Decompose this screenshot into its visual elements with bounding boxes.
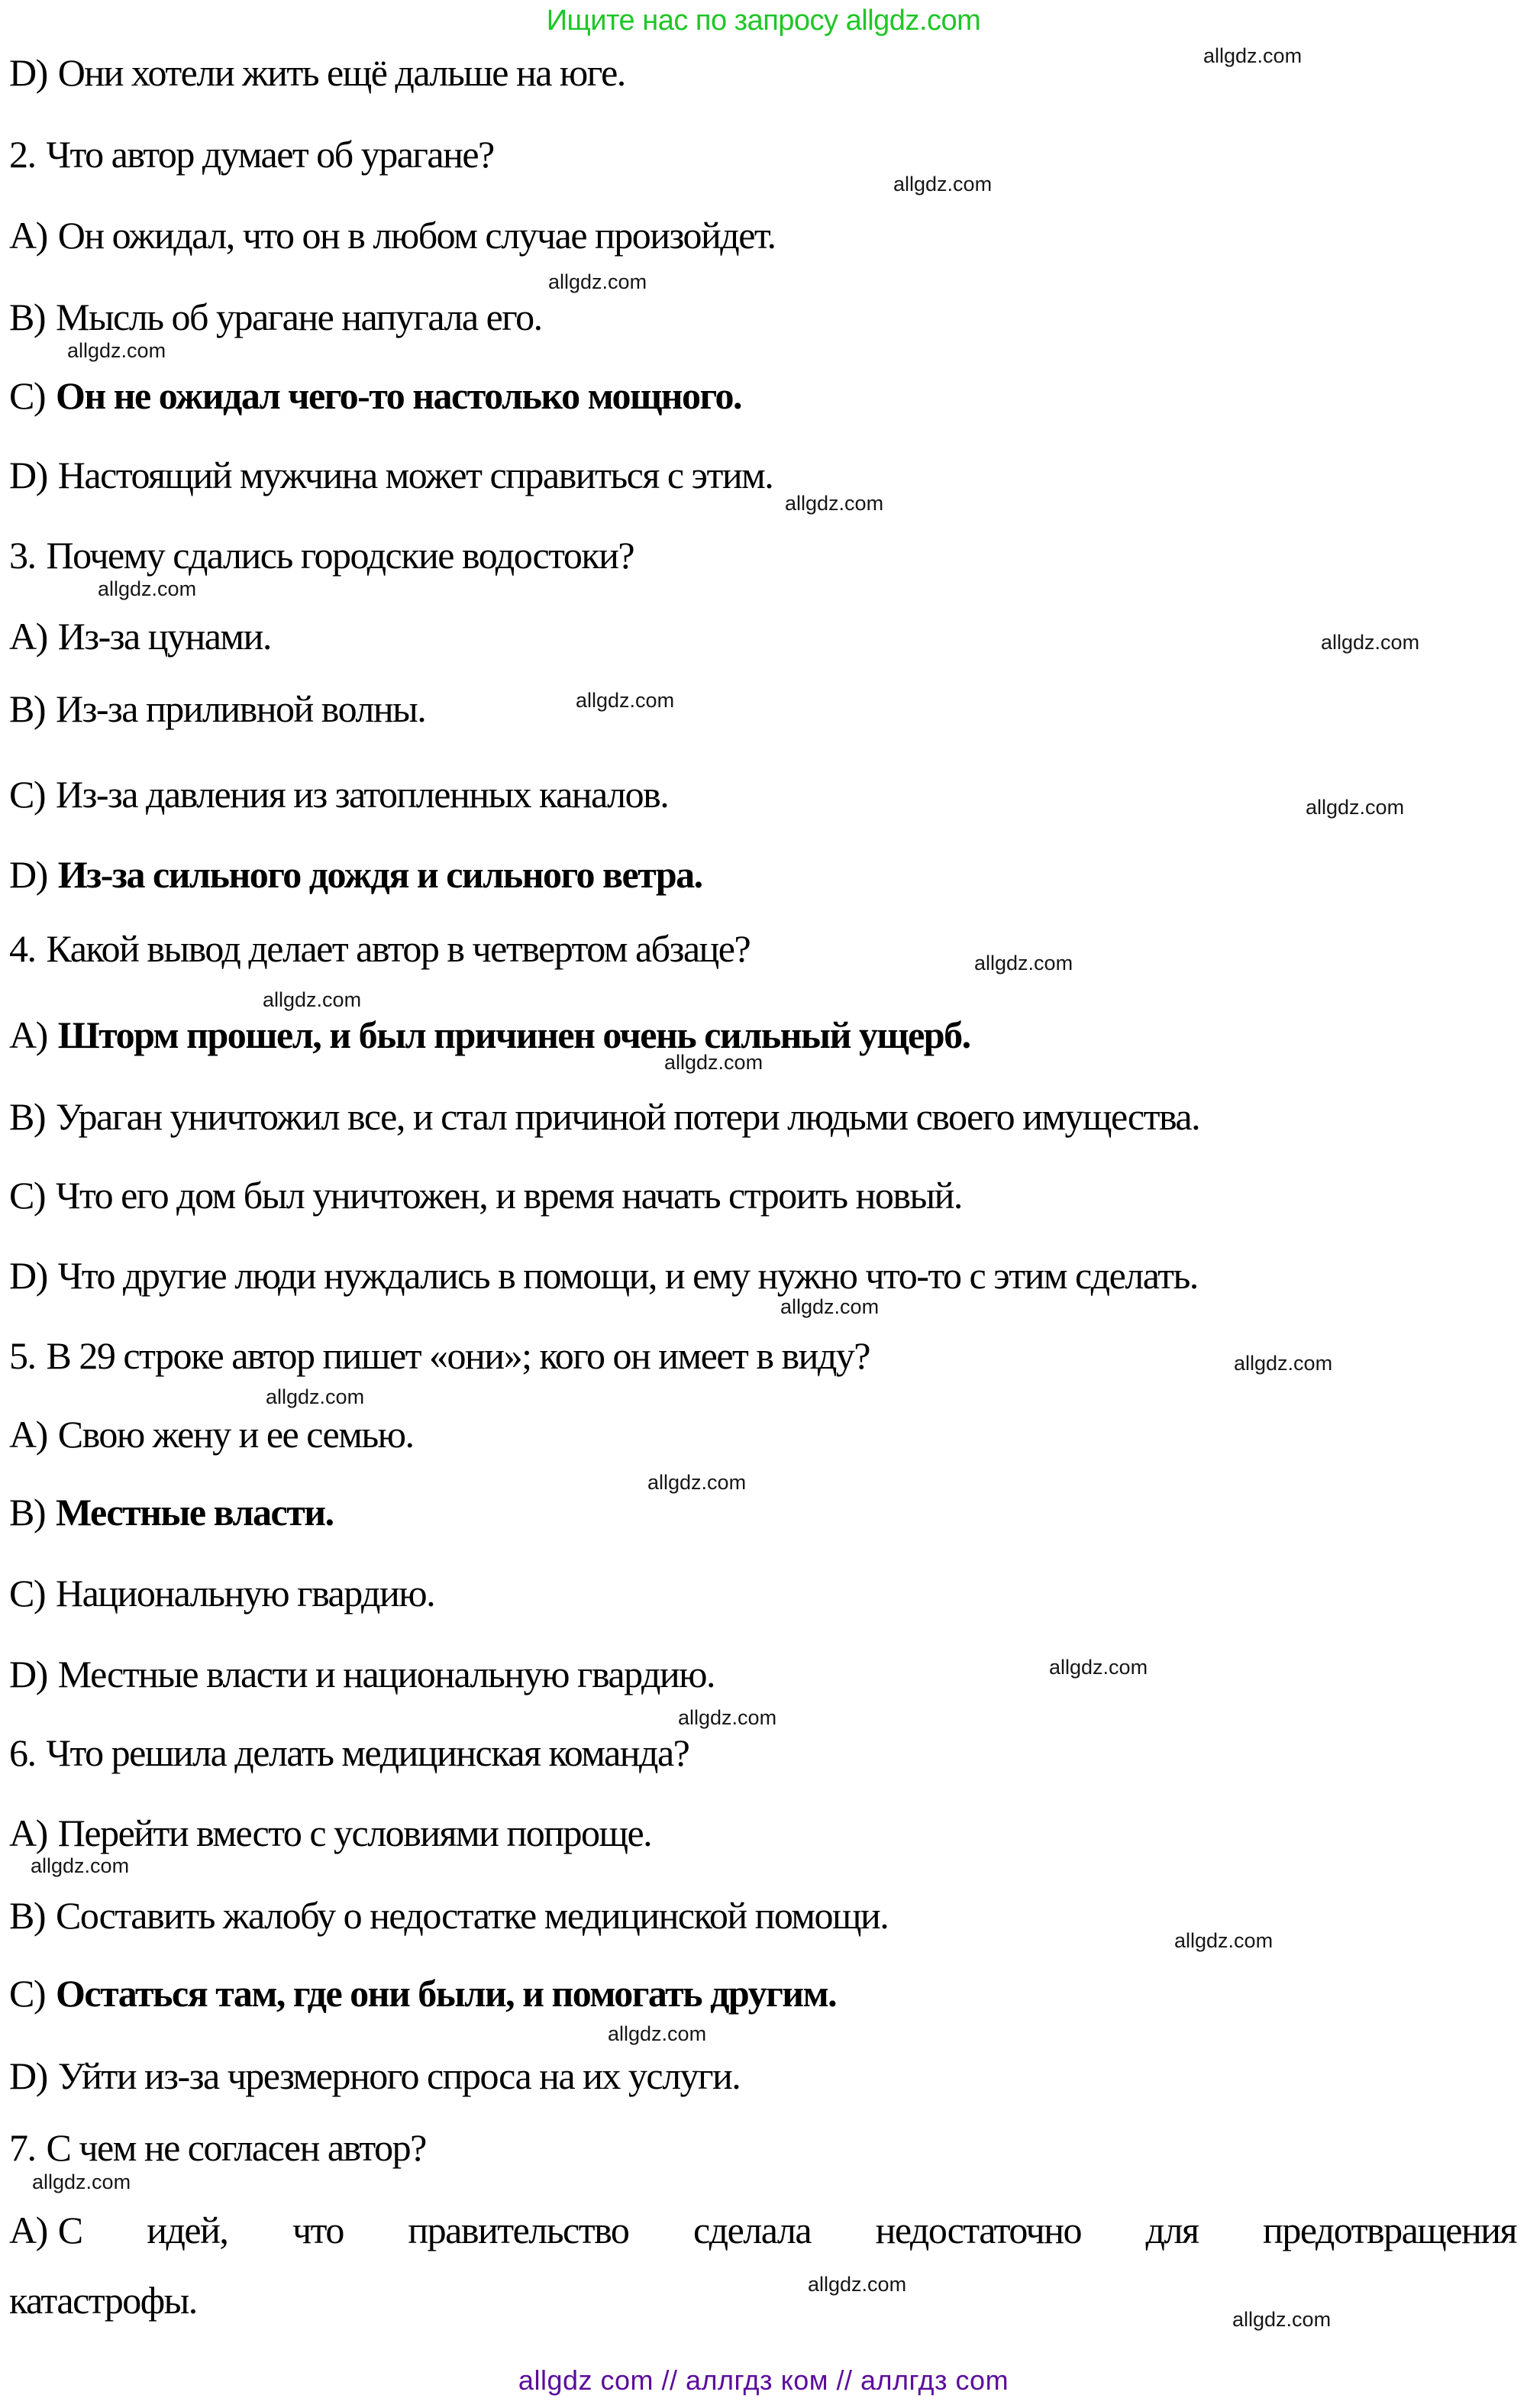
option-marker: C) — [9, 374, 45, 417]
option-marker: A) — [9, 1013, 47, 1056]
allgdz-watermark: allgdz.com — [1174, 1929, 1274, 1952]
option-marker: B) — [9, 687, 45, 730]
allgdz-watermark: allgdz.com — [647, 1471, 747, 1494]
answer-option-line — [9, 1172, 1516, 1218]
allgdz-watermark: allgdz.com — [780, 1295, 880, 1318]
option-marker: D) — [9, 1653, 47, 1695]
line-text: Почему сдались городские водостоки? — [46, 534, 634, 577]
question-line — [9, 2125, 1516, 2170]
answer-option-line — [9, 1411, 1516, 1457]
question-number: 5. — [9, 1334, 36, 1377]
option-marker: C) — [9, 1174, 45, 1217]
line-text: Он не ожидал чего-то настолько мощного. — [56, 374, 741, 417]
line-text: Шторм прошел, и был причинен очень сильный ущерб. — [57, 1013, 970, 1056]
allgdz-watermark: allgdz.com — [1203, 44, 1303, 67]
allgdz-watermark: allgdz.com — [664, 1051, 764, 1074]
question-number: 3. — [9, 534, 36, 577]
line-text: Местные власти и национальную гвардию. — [57, 1653, 715, 1695]
answer-option-line — [9, 852, 1516, 897]
option-marker: A) — [9, 1413, 47, 1456]
line-text: Свою жену и ее семью. — [57, 1413, 414, 1456]
line-text: Мысль об урагане напугала его. — [56, 296, 542, 338]
answer-option-line — [9, 1651, 1516, 1697]
line-text: Из-за приливной волны. — [56, 687, 426, 730]
option-marker: D) — [9, 853, 47, 896]
line-text: Настоящий мужчина может справиться с этим. — [57, 454, 773, 496]
option-marker: B) — [9, 296, 45, 338]
allgdz-watermark: allgdz.com — [608, 2022, 707, 2045]
option-marker: B) — [9, 1894, 45, 1937]
allgdz-watermark: allgdz.com — [266, 1385, 365, 1408]
allgdz-watermark: allgdz.com — [548, 270, 647, 293]
question-number: 2. — [9, 133, 36, 176]
site-search-banner: Ищите нас по запросу allgdz.com — [546, 5, 981, 37]
option-marker: C) — [9, 773, 45, 816]
line-text: С идей, что правительство сделала недостаточно для предотвращения — [57, 2209, 1516, 2251]
answer-option-line — [9, 1094, 1516, 1139]
question-number: 7. — [9, 2126, 36, 2169]
allgdz-watermark: allgdz.com — [1049, 1656, 1148, 1679]
answer-option-line — [9, 1970, 1516, 2016]
answer-option-line — [9, 1892, 1516, 1938]
line-text: Из-за цунами. — [57, 615, 271, 658]
option-marker: D) — [9, 454, 47, 496]
allgdz-watermark: allgdz.com — [576, 689, 675, 712]
line-text: Что автор думает об урагане? — [46, 133, 494, 176]
option-marker: C) — [9, 1572, 45, 1614]
answer-option-line — [9, 212, 1516, 258]
answer-option-line — [9, 686, 1516, 732]
question-number: 6. — [9, 1731, 36, 1774]
line-text: Что решила делать медицинская команда? — [46, 1731, 689, 1774]
line-text: Ураган уничтожил все, и стал причиной потери людьми своего имущества. — [56, 1095, 1200, 1138]
option-marker: B) — [9, 1491, 45, 1534]
allgdz-watermark: allgdz.com — [1306, 796, 1405, 819]
line-text: Местные власти. — [56, 1491, 334, 1534]
question-line — [9, 1730, 1516, 1776]
option-marker: A) — [9, 615, 47, 658]
option-marker: A) — [9, 214, 47, 257]
option-marker: B) — [9, 1095, 45, 1138]
answer-option-line — [9, 2207, 1516, 2253]
line-text: Он ожидал, что он в любом случае произойдет. — [57, 214, 776, 257]
line-text: Из-за сильного дождя и сильного ветра. — [57, 853, 702, 896]
answer-option-line — [9, 373, 1516, 419]
allgdz-watermark: allgdz.com — [98, 577, 197, 600]
allgdz-watermark: allgdz.com — [1321, 631, 1420, 654]
answer-option-line — [9, 1570, 1516, 1616]
allgdz-watermark: allgdz.com — [808, 2273, 907, 2296]
line-text: Остаться там, где они были, и помогать другим. — [56, 1972, 837, 2015]
line-text: Национальную гвардию. — [56, 1572, 435, 1614]
line-text: Что другие люди нуждались в помощи, и ему нужно что-то с этим сделать. — [57, 1254, 1198, 1297]
option-marker: A) — [9, 2209, 47, 2251]
answer-option-line — [9, 771, 1516, 817]
allgdz-watermark: allgdz.com — [678, 1706, 777, 1729]
answer-option-line — [9, 613, 1516, 659]
question-line — [9, 131, 1516, 177]
allgdz-watermark: allgdz.com — [32, 2170, 131, 2193]
option-marker: D) — [9, 1254, 47, 1297]
allgdz-watermark: allgdz.com — [1234, 1352, 1333, 1375]
line-text: В 29 строке автор пишет «они»; кого он имеет в виду? — [46, 1334, 870, 1377]
allgdz-watermark: allgdz.com — [31, 1854, 130, 1877]
site-footer: allgdz com // аллгдз ком // аллгдз com — [518, 2364, 1009, 2396]
allgdz-watermark: allgdz.com — [893, 173, 993, 196]
line-text: Что его дом был уничтожен, и время начать строить новый. — [56, 1174, 962, 1217]
line-text: Какой вывод делает автор в четвертом абзаце? — [46, 927, 751, 970]
question-number: 4. — [9, 927, 36, 970]
allgdz-watermark: allgdz.com — [1232, 2308, 1332, 2331]
answer-option-line — [9, 1489, 1516, 1535]
option-marker: A) — [9, 1812, 47, 1854]
allgdz-watermark: allgdz.com — [785, 492, 884, 515]
answer-option-line — [9, 1252, 1516, 1298]
option-marker: D) — [9, 2054, 47, 2097]
line-text: Перейти вместо с условиями попроще. — [57, 1812, 652, 1854]
answer-option-line — [9, 1810, 1516, 1856]
line-text: Они хотели жить ещё дальше на юге. — [57, 51, 625, 94]
option-marker: D) — [9, 51, 47, 94]
answer-option-line — [9, 2053, 1516, 2099]
answer-option-line — [9, 294, 1516, 340]
option-marker: C) — [9, 1972, 45, 2015]
line-text: Из-за давления из затопленных каналов. — [56, 773, 669, 816]
question-line — [9, 532, 1516, 578]
question-line — [9, 926, 1516, 971]
answer-option-line — [9, 452, 1516, 498]
allgdz-watermark: allgdz.com — [263, 988, 362, 1011]
allgdz-watermark: allgdz.com — [67, 339, 166, 362]
line-text: катастрофы. — [9, 2279, 197, 2322]
line-text: Составить жалобу о недостатке медицинской помощи. — [56, 1894, 889, 1937]
line-text: С чем не согласен автор? — [46, 2126, 426, 2169]
allgdz-watermark: allgdz.com — [974, 952, 1073, 975]
line-text: Уйти из-за чрезмерного спроса на их услуги. — [57, 2054, 741, 2097]
